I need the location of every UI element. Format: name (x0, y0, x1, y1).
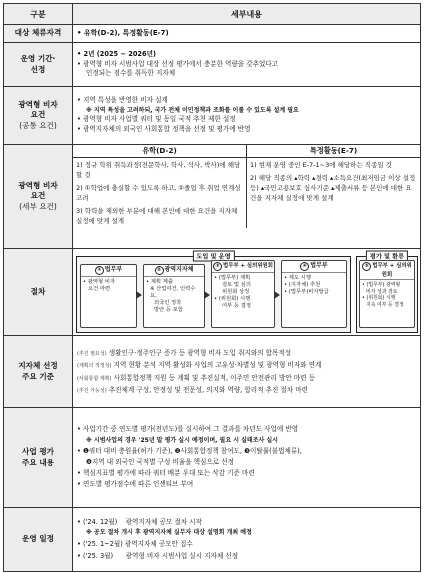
arrow-right-icon (136, 291, 142, 299)
step-1-body (81, 277, 136, 295)
row-period (4, 43, 421, 87)
row-detail (4, 145, 421, 249)
criteria-item (77, 359, 416, 371)
step-5-body (360, 280, 414, 310)
criteria-text: 사회통합정책 지원 등 계획 및 추진실적, 이주민 안전관리 방안 마련 등 (113, 373, 315, 382)
step-2-title (144, 265, 204, 277)
step-5-title (360, 261, 414, 280)
evaluation-line: • 연도별 평가점수에 따른 인센티브 부여 (77, 480, 194, 489)
step-line: 지속 여부 등 결정 (366, 301, 404, 308)
common-line: • 지역 특성을 반영한 비자 설계 (77, 96, 168, 105)
criteria-text: 추진체계 구성, 안정성 및 전문성, 의지와 역량, 합리적 추진 절차 마련 (108, 385, 308, 394)
period-label (4, 43, 73, 87)
step-4-title (282, 261, 346, 273)
schedule-line: • ('25. 1~2월) 광역지자체 공모안 접수 (77, 539, 193, 548)
step-4-body (282, 273, 346, 298)
step-5-number: ⑤ (362, 262, 371, 271)
step-line: 방안 등 포함 (154, 307, 183, 314)
step-3-title (212, 261, 274, 273)
step-3-body (212, 273, 274, 313)
arrow-right-icon (204, 291, 210, 299)
step-2-title-text: 광역지자체 (164, 265, 194, 273)
criteria-text: 지역 현황 분석 지역 활성화 사업의 고유성·차별성 및 광역형 비자와 연계 (113, 361, 322, 370)
criteria-label-line1: 지자체 선정 (18, 361, 58, 371)
period-line: 인정되는 점수를 취득한 지자체 (86, 69, 176, 78)
evaluation-label-line1: 사업 평가 (22, 447, 54, 457)
step-line: 위원회 상정 (222, 288, 250, 295)
step-line: • (위원회) 시행 (214, 295, 251, 302)
procedure-label: 절차 (4, 249, 73, 336)
row-common (4, 87, 421, 145)
step-line: ※ 산업여건, 인력수요, (150, 285, 196, 299)
step-line: 비자 성과 검토 (366, 288, 398, 295)
evaluation-line: • 핵심지표별 평가에 따라 쿼터 배분 우대 또는 삭감 기준 마련 (77, 469, 255, 478)
evaluation-line: • ❶쿼터 대비 충원율(허가 기준), ❷사회통합정책 참여도, ❸이탈률(불법체류), (77, 446, 302, 455)
step-3-title-text: 법무부 + 심의위원회 (223, 262, 273, 269)
criteria-tag: (계획의 적정성) (77, 363, 112, 370)
detail-d2-body (73, 158, 247, 228)
row-visa (4, 25, 421, 43)
evaluation-label-line2: 주요 내용 (22, 457, 54, 467)
step-line: 검토 및 심의 (222, 281, 251, 288)
visa-line: • 유학(D-2), 특정활동(E-7) (77, 29, 169, 38)
d2-line: 3) 학력을 제외한 부분에 대해 본인에 대한 요건을 지자체 실정에 맞게 설계 (76, 207, 238, 226)
schedule-note: ※ 공모 절차 개시 후 광역지자체 실무자 대상 설명회 개최 예정 (86, 529, 252, 537)
table-header-row (4, 4, 421, 25)
procedure-diagram (73, 250, 420, 335)
step-line: • (법무부)비자발급 (284, 288, 329, 295)
arrow-right-icon (274, 291, 280, 299)
step-line: • 광역형 비자 (83, 278, 116, 285)
step-line: 요건 마련 (88, 285, 111, 292)
detail-label (4, 145, 73, 249)
step-5-title-text: 법무부 + 심의위원회 (372, 262, 412, 278)
evaluation-label (4, 408, 73, 508)
step-2 (143, 264, 205, 328)
detail-label-line3: (세부 요건) (19, 201, 57, 211)
detail-columns (73, 158, 420, 228)
criteria-label (4, 336, 73, 408)
step-line: 여부 등 결정 (222, 303, 251, 310)
e7-line: 2) 해당 직종의 ▴학력 ▴경력 ▴소득요건(최저임금 이상 설정 등) ▴국민고용보호 심사기준 ▴제출서류 등 본인에 대한 요건을 지자체 실정에 맞게 설계 (250, 174, 416, 203)
common-label-line2: 요건 (30, 110, 46, 120)
criteria-tag: (추진 가능성) (77, 387, 107, 394)
criteria-text: 생활인구·정주인구 증가 등 광역형 비자 도입 취지와의 합목적성 (108, 349, 292, 357)
common-content (73, 87, 421, 145)
step-3-number: ③ (213, 262, 222, 271)
period-content (73, 43, 421, 87)
criteria-label-line2: 주요 기준 (22, 371, 54, 381)
common-line: • 광역형 비자 사업별 쿼터 및 동일 국적 추천 제한 설정 (77, 115, 236, 124)
step-4 (281, 260, 347, 328)
step-1-title-text: 법무부 (104, 265, 123, 273)
step-line: • (법무부) 계획 (214, 274, 251, 281)
e7-line: 1) 현재 운영 중인 E-7-1~3에 해당하는 직종일 것 (250, 161, 392, 169)
step-line: • (위원회) 시행 (362, 295, 396, 302)
detail-e7-body (247, 158, 420, 228)
schedule-label: 운영 일정 (4, 508, 73, 572)
criteria-tag: (추진 필요성) (77, 351, 107, 357)
detail-subheader (73, 145, 420, 158)
evaluation-line: ❹지역 내 외국인 국적별 구성 비율을 핵심으로 선정 (86, 457, 234, 466)
common-label-line1: 광역형 비자 (18, 100, 58, 110)
row-procedure (4, 249, 421, 336)
period-line: • 광역형 비자 시범사업 대상 선정 평가에서 충분한 역량을 갖추었다고 (77, 59, 279, 68)
criteria-tag: (사회통합 계획) (77, 375, 112, 382)
period-line: • 2년 (2025 ~ 2026년) (77, 49, 156, 58)
step-1-title (81, 265, 136, 277)
schedule-line: • ('24. 12월) 광역지자체 공모 절차 시작 (77, 517, 203, 526)
step-2-number: ② (155, 266, 164, 275)
header-category: 구분 (4, 4, 73, 25)
visa-label: 대상 체류자격 (4, 25, 73, 43)
step-4-number: ④ (300, 262, 309, 271)
evaluation-content (73, 408, 421, 508)
procedure-content (73, 249, 421, 336)
visa-text (73, 25, 421, 43)
step-1-number: ① (95, 266, 104, 275)
step-5 (359, 260, 415, 328)
detail-content (73, 145, 421, 249)
period-label-line1: 운영 기간· (20, 54, 56, 64)
evaluation-line: • 사업기간 중 연도별 평가(전년도)를 실시하여 그 결과를 차년도 사업에 반영 (77, 425, 299, 434)
row-criteria (4, 336, 421, 408)
row-schedule (4, 508, 421, 572)
d2-line: 2) ①학업에 충실할 수 있도록 하고, ②졸업 후 취업 연계성 고려 (76, 184, 241, 203)
common-label-line3: (공통 요건) (19, 120, 57, 130)
frame-operate-caption: 도입 및 운영 (192, 250, 234, 261)
criteria-item (77, 347, 416, 359)
step-2-body (144, 277, 204, 317)
detail-label-line1: 광역형 비자 (18, 181, 58, 191)
period-label-line2: 선정 (30, 64, 46, 74)
step-line: • 계획 제출 (146, 278, 173, 285)
schedule-line: • ('25. 3월) 광역형 비자 시범사업 실시 지자체 선정 (77, 551, 239, 560)
common-line: • 광역지자체의 외국인 사회통합 정책을 선정 및 평가에 반영 (77, 124, 251, 133)
detail-col-e7: 특정활동(E-7) (309, 146, 358, 155)
step-3 (211, 260, 275, 328)
step-line: • 제도 시행 (284, 274, 311, 281)
step-1 (80, 264, 137, 328)
step-line: • (법무부) 광역형 (362, 281, 401, 288)
row-evaluation (4, 408, 421, 508)
step-line: 외국인 정착 (154, 299, 182, 306)
common-note: ※ 지역 특성을 고려하되, 국가 전체 이민정책과 조화를 이룰 수 있도록 설계 필요 (86, 107, 299, 115)
d2-line: 1) 정규 학위 취득과정(전문학사, 학사, 석사, 박사)에 해당할 것 (76, 161, 241, 180)
detail-col-d2: 유학(D-2) (73, 145, 247, 157)
step-line: • (지자체) 추천 (284, 281, 321, 288)
criteria-item (77, 384, 416, 396)
evaluation-note: ※ 시범사업의 경우 '25년 말 평가 실시 예정이며, 필요 시 실태조사 실시 (86, 436, 278, 444)
common-label (4, 87, 73, 145)
criteria-content (73, 336, 421, 408)
criteria-item (77, 372, 416, 384)
header-detail: 세부내용 (73, 4, 421, 25)
frame-evaluate-caption: 평가 및 환류 (366, 250, 408, 261)
detail-label-line2: 요건 (30, 191, 46, 201)
step-4-title-text: 법무부 (310, 261, 328, 269)
program-table (3, 3, 421, 572)
schedule-content (73, 508, 421, 572)
